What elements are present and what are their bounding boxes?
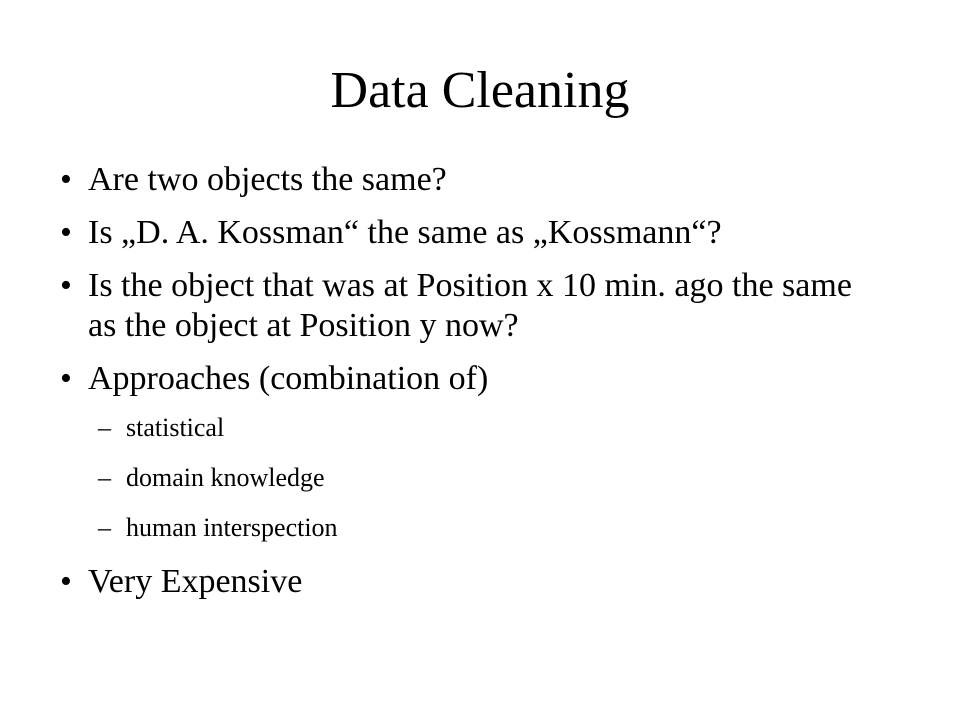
bullet-list: [60, 160, 940, 615]
bullet-marker: •: [60, 563, 72, 600]
bullet-item: [60, 359, 940, 399]
sub-bullet-marker: –: [98, 413, 111, 442]
slide-title: Data Cleaning: [330, 62, 630, 119]
bullet-item: [60, 160, 940, 200]
sub-bullet-item: [60, 462, 940, 494]
sub-bullet-marker: –: [98, 463, 111, 492]
sub-bullet-text: human interspection: [126, 513, 338, 542]
bullet-marker: •: [60, 267, 72, 304]
bullet-text: Are two objects the same?: [88, 161, 447, 198]
sub-bullet-marker: –: [98, 513, 111, 542]
bullet-text: Approaches (combination of): [88, 360, 489, 397]
bullet-item: [60, 213, 940, 253]
sub-bullet-list: [60, 412, 940, 544]
bullet-text: Is the object that was at Position x 10 min. ago the same as the object at Position y now?: [88, 267, 852, 344]
sub-bullet-text: domain knowledge: [126, 463, 325, 492]
sub-bullet-text: statistical: [126, 413, 225, 442]
sub-bullet-item: [60, 412, 940, 444]
bullet-marker: •: [60, 214, 72, 251]
bullet-marker: •: [60, 360, 72, 397]
bullet-item: [60, 562, 940, 602]
bullet-text: Is „D. A. Kossman“ the same as „Kossmann“?: [88, 214, 722, 251]
bullet-marker: •: [60, 161, 72, 198]
sub-bullet-group: [60, 412, 940, 544]
bullet-text: Very Expensive: [88, 563, 303, 600]
sub-bullet-item: [60, 512, 940, 544]
bullet-item: [60, 266, 940, 346]
